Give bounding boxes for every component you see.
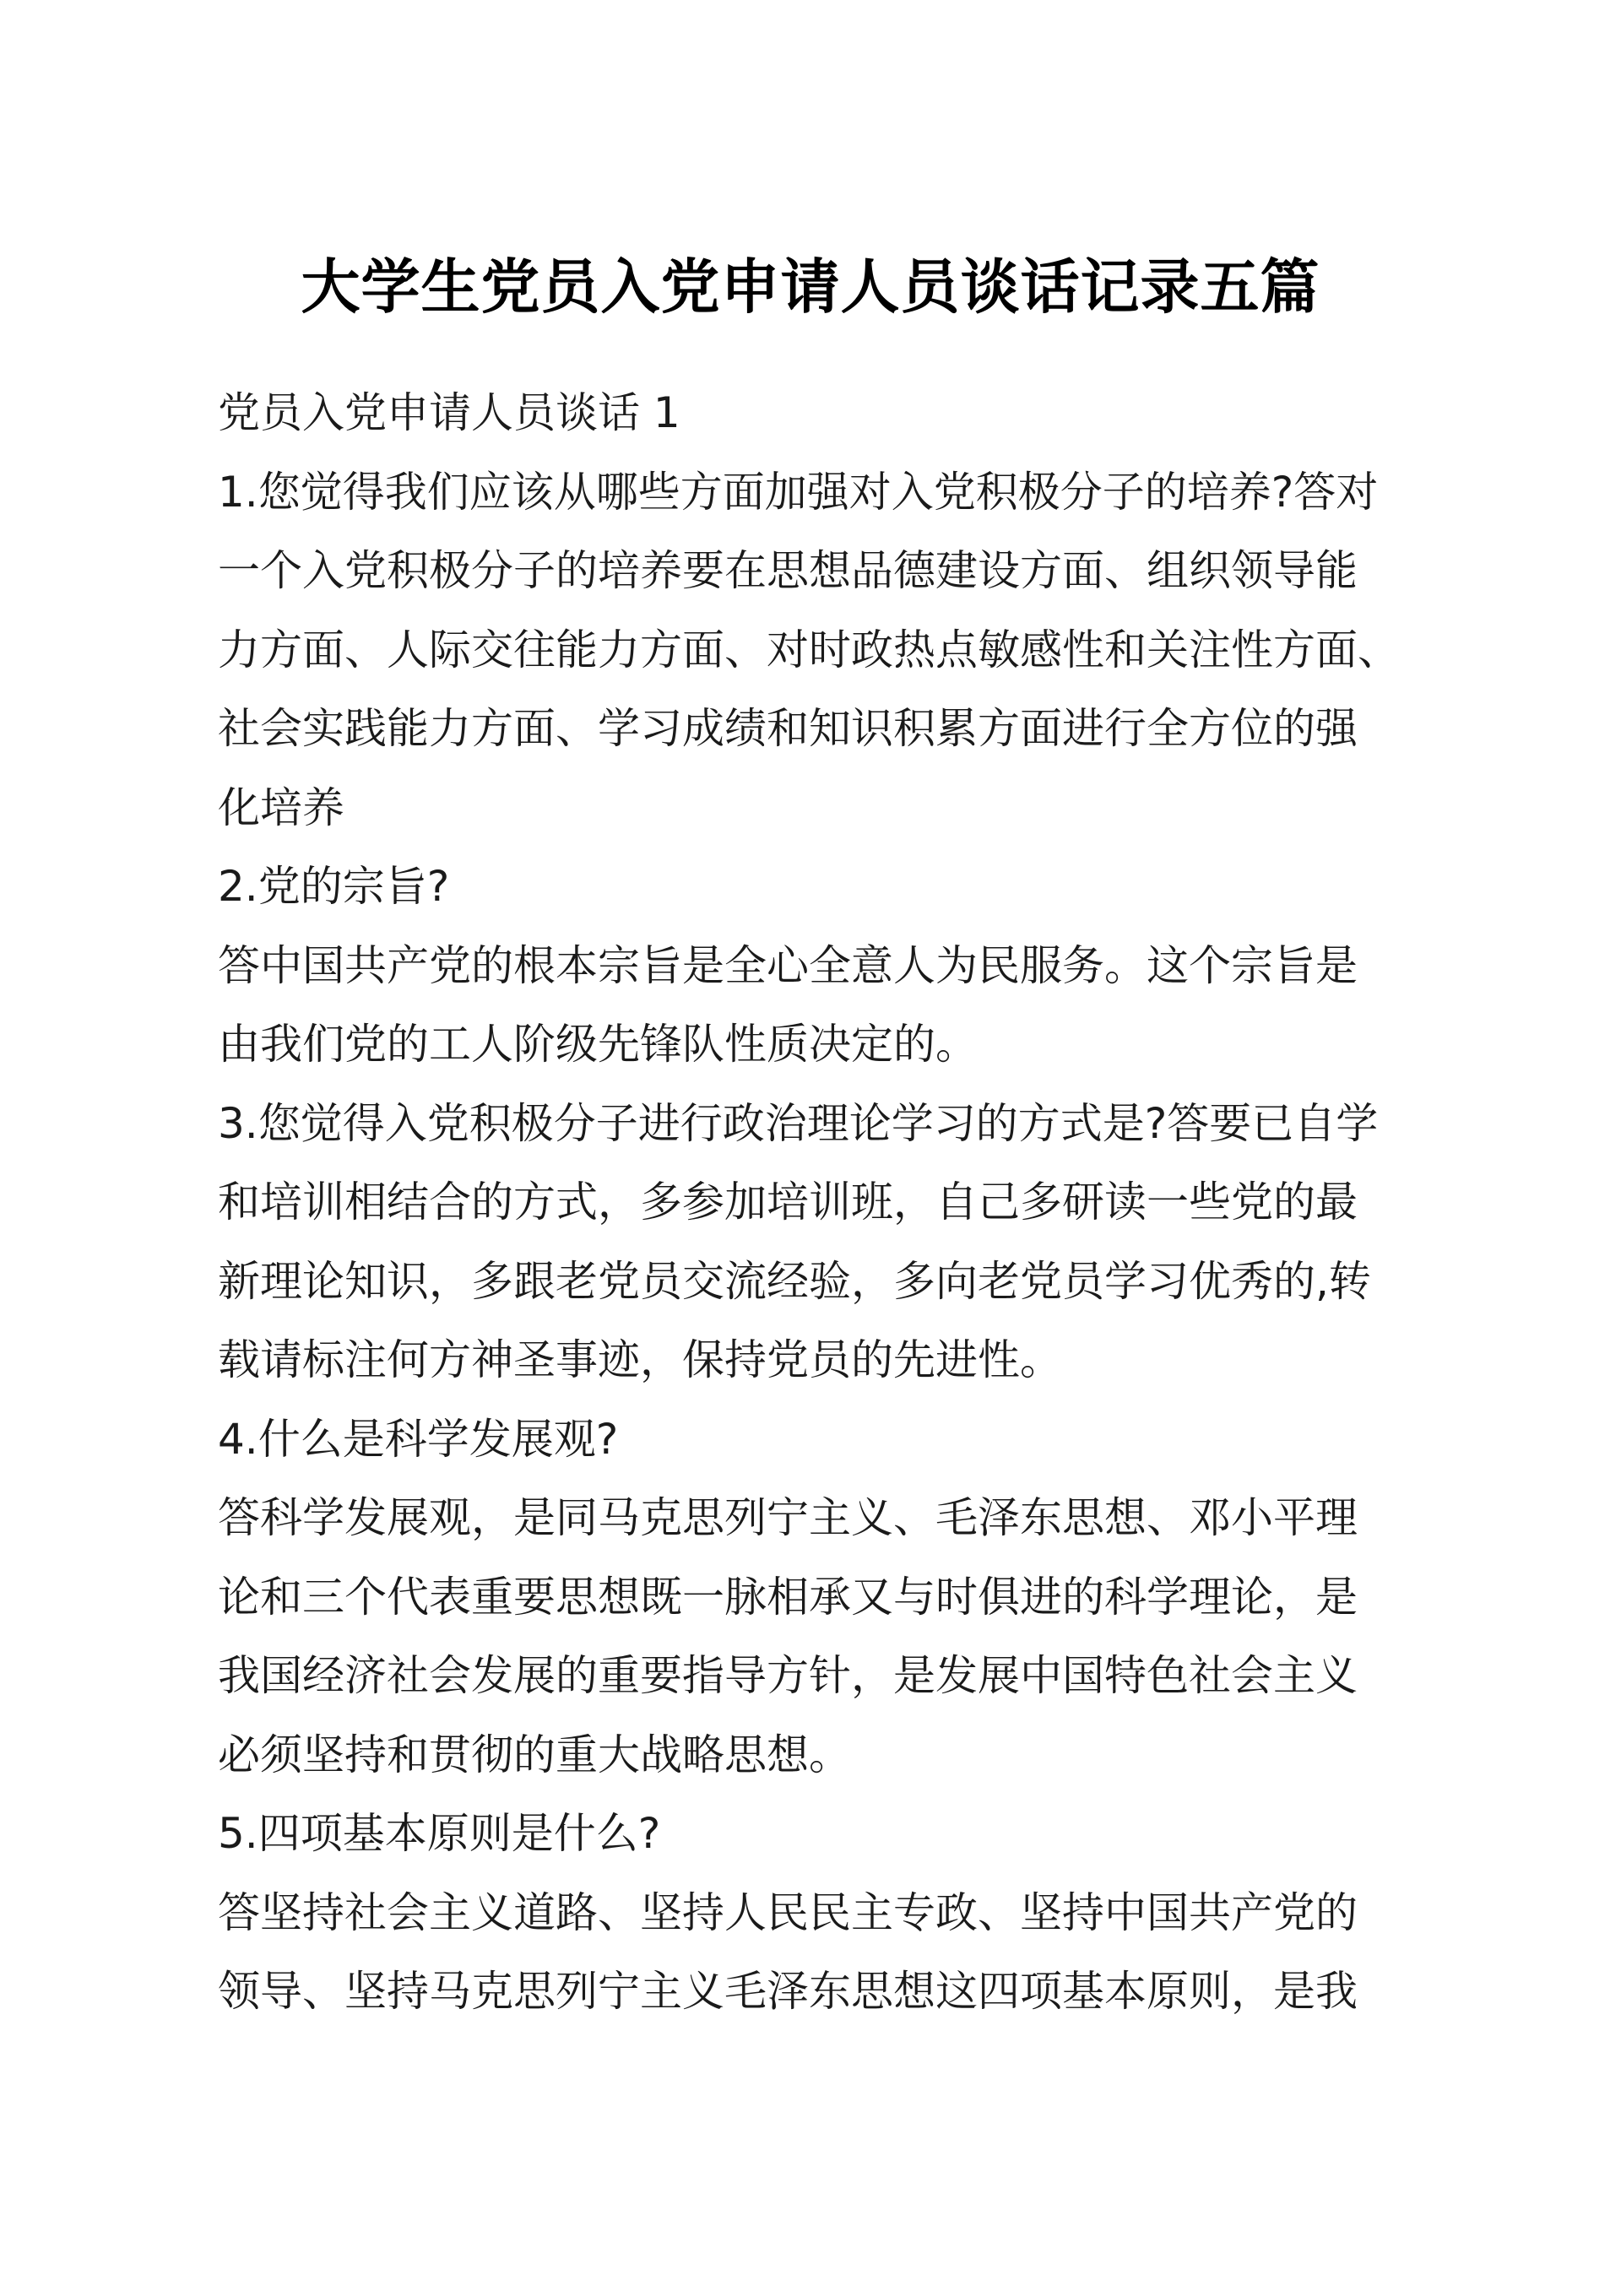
document-body: [218, 374, 1459, 2032]
body-line: 党员入党申请人员谈话 1: [218, 388, 680, 437]
body-line: 一个入党积极分子的培养要在思想品德建设方面、组织领导能: [218, 546, 1358, 595]
body-line: 领导、坚持马克思列宁主义毛泽东思想这四项基本原则，是我: [218, 1967, 1358, 2016]
document-title: 大学生党员入党申请人员谈话记录五篇: [301, 252, 1320, 322]
body-line: 3.您觉得入党积极分子进行政治理论学习的方式是?答要已自学: [218, 1098, 1379, 1148]
body-line: 5.四项基本原则是什么?: [218, 1809, 661, 1858]
body-line: 答坚持社会主义道路、坚持人民民主专政、坚持中国共产党的: [218, 1887, 1358, 1937]
body-line: 化培养: [218, 782, 344, 832]
body-line: 4.什么是科学发展观?: [218, 1414, 619, 1464]
body-line: 我国经济社会发展的重要指导方针，是发展中国特色社会主义: [218, 1651, 1358, 1700]
body-line: 答中国共产党的根本宗旨是全心全意人为民服务。这个宗旨是: [218, 940, 1358, 990]
body-line: 社会实践能力方面、学习成绩和知识积累方面进行全方位的强: [218, 704, 1358, 753]
body-line: 由我们党的工人阶级先锋队性质决定的。: [218, 1020, 978, 1069]
body-line: 论和三个代表重要思想既一脉相承又与时俱进的科学理论，是: [218, 1572, 1358, 1622]
body-line: 载请标注何方神圣事迹，保持党员的先进性。: [218, 1335, 1062, 1384]
body-line: 答科学发展观，是同马克思列宁主义、毛泽东思想、邓小平理: [218, 1493, 1358, 1542]
body-line: 力方面、人际交往能力方面、对时政热点敏感性和关注性方面、: [218, 625, 1400, 674]
body-line: 1.您觉得我们应该从哪些方面加强对入党积极分子的培养?答对: [218, 467, 1379, 517]
body-line: 2.党的宗旨?: [218, 862, 450, 911]
body-line: 必须坚持和贯彻的重大战略思想。: [218, 1730, 851, 1779]
body-line: 新理论知识，多跟老党员交流经验，多向老党员学习优秀的,转: [218, 1256, 1371, 1306]
body-line: 和培训相结合的方式，多参加培训班，自己多研读一些党的最: [218, 1178, 1358, 1227]
